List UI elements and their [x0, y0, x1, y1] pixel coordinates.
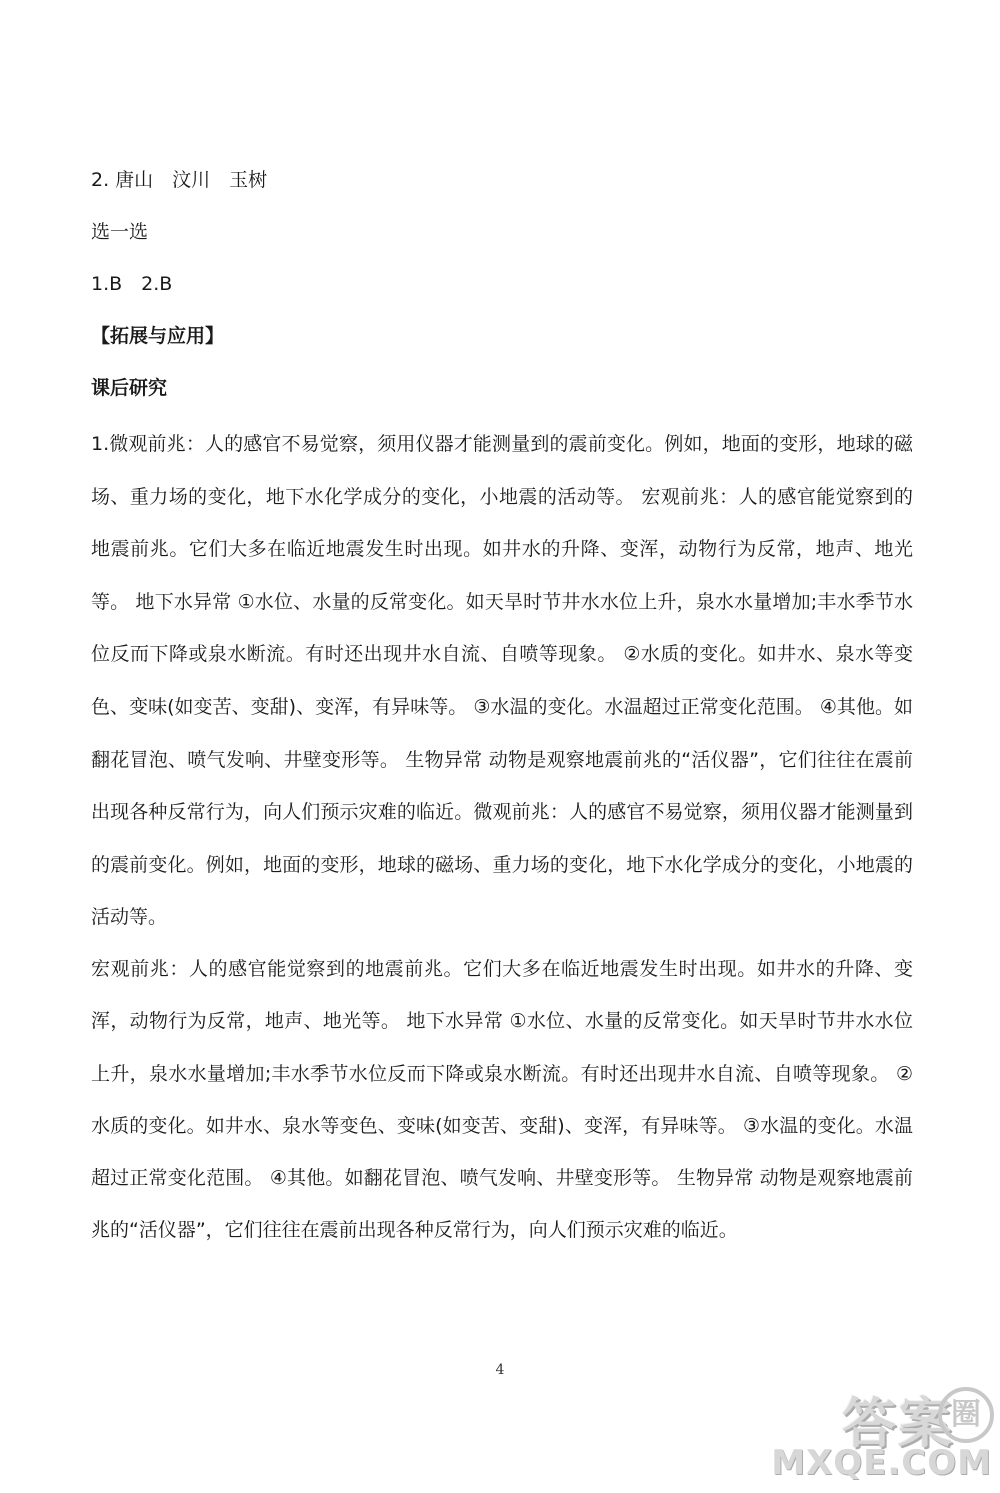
select-heading: 选一选: [91, 221, 149, 243]
watermark-seal-icon: 圈: [938, 1387, 994, 1443]
watermark-main-text: 答案: [842, 1392, 954, 1455]
answer-2-line: 2. 唐山 汶川 玉树: [91, 169, 268, 191]
page-number: 4: [495, 1362, 505, 1378]
research-paragraph-1: 1.微观前兆：人的感官不易觉察，须用仪器才能测量到的震前变化。例如，地面的变形，地球的磁场、重力场的变化，地下水化学成分的变化，小地震的活动等。 宏观前兆：人的感官能觉察到的地震前兆。它们大多在临近地震发生时出现。如井水的升降、变浑，动物行为反常，地声、地光等。 地下水异常 ①水位、水量的反常变化。如天旱时节井水水位上升，泉水水量增加;丰水季节水位反而下降或泉水断流。有时还出现井水自流、自喷等现象。 ②水质的变化。如井水、泉水等变色、变味(如变苦、变甜)、变浑，有异味等。 ③水温的变化。水温超过正常变化范围。 ④其他。如翻花冒泡、喷气发响、井壁变形等。 生物异常 动物是观察地震前兆的“活仪器”，它们往往在震前出现各种反常行为，向人们预示灾难的临近。微观前兆：人的感官不易觉察，须用仪器才能测量到的震前变化。例如，地面的变形，地球的磁场、重力场的变化，地下水化学成分的变化，小地震的活动等。: [91, 433, 913, 929]
select-answers: 1.B 2.B: [91, 273, 173, 295]
section-heading: 【拓展与应用】: [91, 325, 225, 347]
site-watermark: [744, 1381, 994, 1489]
research-heading: 课后研究: [91, 377, 168, 399]
watermark-url-text: MXQE.COM: [771, 1443, 992, 1483]
research-paragraph-2: 宏观前兆：人的感官能觉察到的地震前兆。它们大多在临近地震发生时出现。如井水的升降、变浑，动物行为反常，地声、地光等。 地下水异常 ①水位、水量的反常变化。如天旱时节井水水位上升，泉水水量增加;丰水季节水位反而下降或泉水断流。有时还出现井水自流、自喷等现象。 ②水质的变化。如井水、泉水等变色、变味(如变苦、变甜)、变浑，有异味等。 ③水温的变化。水温超过正常变化范围。 ④其他。如翻花冒泡、喷气发响、井壁变形等。 生物异常 动物是观察地震前兆的“活仪器”，它们往往在震前出现各种反常行为，向人们预示灾难的临近。: [91, 958, 913, 1242]
